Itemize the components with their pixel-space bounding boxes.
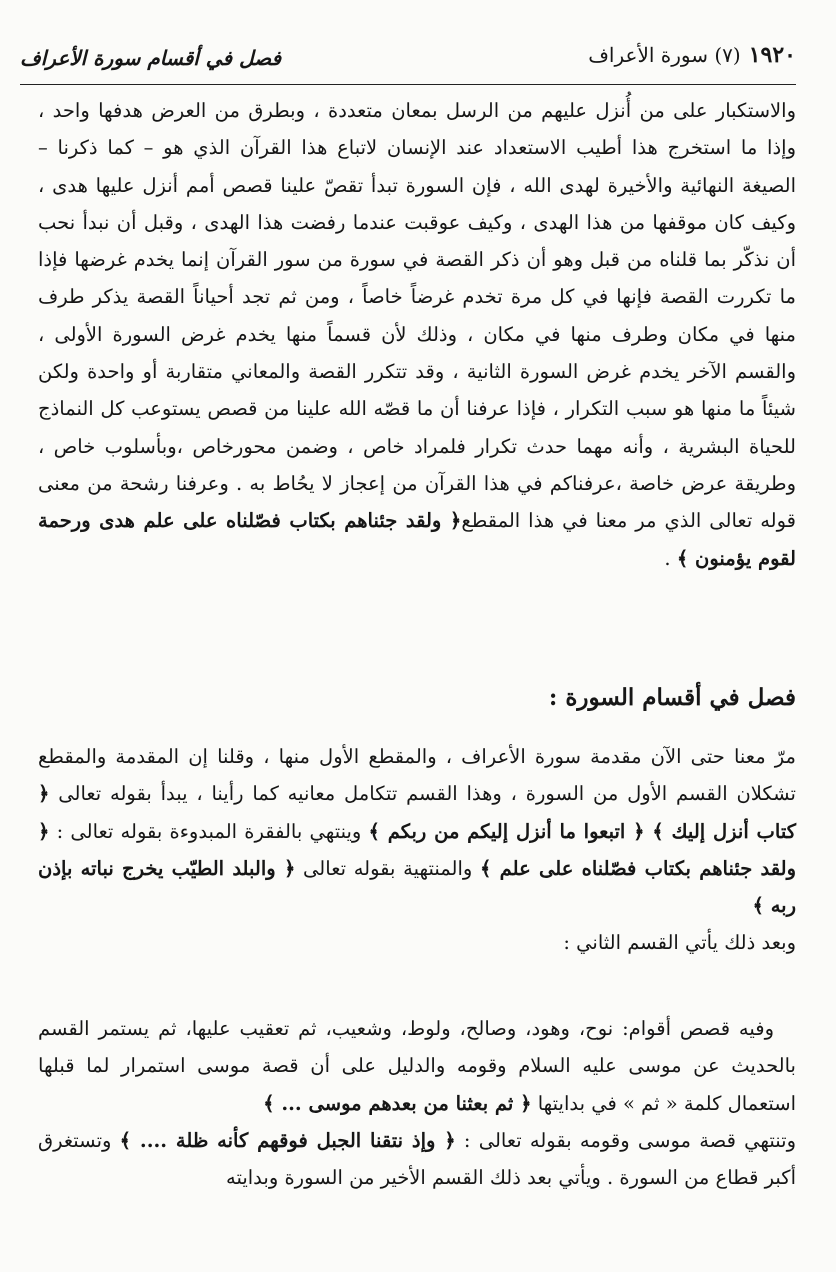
- paragraph: [38, 924, 796, 961]
- body-text: .: [664, 546, 677, 570]
- quran-quote: ﴿ ولقد جئناهم بكتاب فصّلناه على علم هدى ورحمة لقوم يؤمنون ﴾: [38, 509, 796, 570]
- quran-quote: ﴿ كتاب أنزل إليك ﴾ ﴿ اتبعوا ما أنزل إليكم من ربكم ﴾: [38, 782, 796, 843]
- body-text: وتنتهي قصة موسى وقومه بقوله تعالى :: [455, 1128, 796, 1152]
- body-text: وتستغرق أكبر قطاع من السورة . ويأتي بعد ذلك القسم الأخير من السورة وبدايته: [38, 1128, 796, 1190]
- quran-quote: ﴿ وإذ نتقنا الجبل فوقهم كأنه ظلة .... ﴾: [119, 1128, 456, 1152]
- page-number: ١٩٢٠: [748, 42, 796, 68]
- paragraph: [38, 1010, 796, 1122]
- section-heading: فصل في أقسام السورة :: [548, 684, 796, 711]
- body-text: وبعد ذلك يأتي القسم الثاني :: [563, 931, 796, 955]
- quran-quote: ﴿ ولقد جئناهم بكتاب فصّلناه على علم ﴾: [38, 819, 797, 880]
- body-text: مرّ معنا حتى الآن مقدمة سورة الأعراف ، والمقطع الأول منها ، وقلنا إن المقدمة والمقطع تشكلان القسم الأول من السورة ، وهذا القسم تتكامل معانيه كما رأينا ، يبدأ بقوله تعالى: [38, 745, 796, 806]
- body-text: والاستكبار على من أُنزل عليهم من الرسل بمعان متعددة ، وبطرق من العرض هدفها واحد ، وإذا ما استخرج هذا أطيب الاستعداد عند الإنسان لاتباع هذا القرآن الذي هو – كما ذكرنا – الصيغة النهائية والأخيرة لهدى الله ، فإن السورة تبدأ تقصّ علينا قصص أمم أنزل عليها هدى ، وكيف كان موقفها من هذا الهدى ، وكيف عوقبت عندما رفضت هذا الهدى ، وقبل أن نبدأ نحب أن نذكّر بما قلناه من قبل وهو أن ذكر القصة في سورة من سور القرآن إنما يخدم غرضها فإذا ما تكررت القصة فإنها في كل مرة تخدم غرضاً خاصاً ، ومن ثم تجد أحياناً القصة يذكر طرف منها في مكان وطرف منها في مكان ، وذلك لأن قسماً منها يخدم غرض السورة الأولى ، والقسم الآخر يخدم غرض السورة الثانية ، وقد تتكرر القصة والمعاني متقاربة أو واحدة ولكن شيئاً ما منها هو سبب التكرار ، فإذا عرفنا أن ما قصّه الله علينا من قصص يستوعب كل النماذج للحياة البشرية ، وأنه مهما حدث تكرار فلمراد خاص ، وضمن محورخاص ،وبأسلوب خاص ، وطريقة عرض خاصة ،عرفناكم في هذا القرآن من إعجاز لا يحُاط به . وعرفنا رشحة من معنى قوله تعالى الذي مر معنا في هذا المقطع: [38, 99, 797, 533]
- paragraph-block-3: [38, 1010, 796, 1196]
- page-number-group: [588, 42, 796, 68]
- body-text: وينتهي بالفقرة المبدوءة بقوله تعالى :: [49, 819, 369, 843]
- quran-quote: ﴿ ثم بعثنا من بعدهم موسى ... ﴾: [263, 1091, 532, 1115]
- body-text: والمنتهية بقوله تعالى: [295, 856, 480, 880]
- body-text: وفيه قصص أقوام: نوح، وهود، وصالح، ولوط، وشعيب، ثم تعقيب عليها، ثم يستمر القسم بالحديث عن موسى عليه السلام وقومه والدليل على أن قصة موسى استمرار لما قبلها استعمال كلمة « ثم » في بدايتها: [38, 1017, 796, 1115]
- quran-quote: ﴿ والبلد الطيّب يخرج نباته بإذن ربه ﴾: [38, 856, 796, 918]
- running-header: [20, 34, 796, 85]
- paragraph: [38, 738, 796, 924]
- running-title: فصل في أقسام سورة الأعراف: [20, 46, 282, 70]
- sura-label: (٧) سورة الأعراف: [588, 43, 741, 67]
- paragraph: [38, 1122, 796, 1197]
- paragraph-block-1: [38, 92, 796, 577]
- paragraph: [38, 92, 796, 577]
- paragraph-block-2: [38, 738, 796, 962]
